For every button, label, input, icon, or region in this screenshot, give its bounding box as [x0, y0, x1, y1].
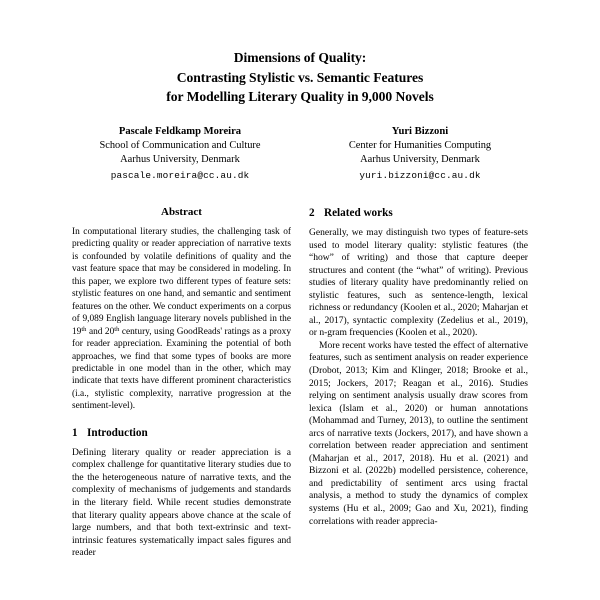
century-19-ordinal: th [81, 325, 87, 333]
related-works-paragraph-1: Generally, we may distinguish two types of feature-sets used to model literary quality: stylistic features (the “how” of writing) and those that capture deeper structures and content (the “what” of writing). Previous studies of literary quality have predominantly relied on stylistic features, such as sentence-length, lexical richness or redundancy (Koolen et al., 2020; Maharjan et al., 2017), syntactic complexity (Zedelius et al., 2019), or n-gram frequencies (Koolen et al., 2020). [309, 227, 528, 339]
left-column [72, 206, 291, 600]
abstract-body [72, 226, 291, 413]
century-20-ordinal: th [114, 325, 120, 333]
section-heading-introduction [72, 426, 291, 440]
section-number-1: 1 [72, 426, 78, 439]
related-works-paragraph-2: More recent works have tested the effect of alternative features, such as sentiment analysis on reader experience (Drobot, 2013; Kim and Klinger, 2018; Brooke et al., 2015; Jockers, 2017; Reagan et al., 2016). Studies relying on sentiment analysis usually draw scores from lexica (Islam et al., 2020) or human annotations (Mohammad and Turney, 2013), to outline the sentiment arcs of narrative texts (Jockers, 2017), and have shown a correlation between reader appreciation and sentiment (Maharjan et al., 2017, 2018). Hu et al. (2021) and Bizzoni et al. (2022b) modelled persistence, coherence, and predictability of sentiment arcs using fractal analysis, a method to study the dynamics of complex systems (Hu et al., 2009; Gao and Xu, 2021), finding correlations with reader apprecia- [309, 339, 528, 527]
abstract-heading: Abstract [161, 206, 202, 218]
author-2-affiliation-line1: Center for Humanities Computing [348, 139, 492, 151]
abstract-text-part-2: century, using GoodReads' ratings as a proxy for reader appreciation. Examining the potential of both approaches, we find that some types of books are more predictable in one model than in the other, which may indicate that texts have different prominent characteristics (i.a., stylistic complexity, narrative progression at the sentiment-level). [72, 326, 291, 412]
author-2-name: Yuri Bizzoni [391, 125, 449, 137]
section-title-related-works: Related works [324, 207, 393, 219]
author-2-email[interactable]: yuri.bizzoni@cc.au.dk [359, 170, 481, 182]
author-1-affiliation-line1: School of Communication and Culture [99, 139, 261, 151]
author-2-affiliation-line2: Aarhus University, Denmark [360, 153, 480, 165]
century-conjunction: and [86, 326, 105, 337]
body-columns [0, 206, 600, 600]
author-1-affiliation-line2: Aarhus University, Denmark [120, 153, 240, 165]
abstract-text-part-1: In computational literary studies, the challenging task of predicting quality or reader appreciation of narrative texts is confounded by volatile definitions of quality and the vast feature space that may be considered in modeling. In this paper, we explore two different types of feature sets: stylistic features on one hand, and semantic and sentiment features on the other. We conduct experiments on a corpus of 9,089 English language literary novels published in the [72, 227, 291, 325]
section-number-2: 2 [309, 207, 315, 219]
century-20: 20 [104, 326, 115, 337]
title-line-1: Dimensions of Quality: [233, 50, 367, 65]
author-block [0, 124, 600, 185]
title-line-3: for Modelling Literary Quality in 9,000 Novels [166, 89, 434, 104]
author-2 [300, 124, 540, 185]
century-19: 19 [72, 326, 82, 337]
abstract-paragraph [72, 226, 291, 413]
author-1-name: Pascale Feldkamp Moreira [118, 125, 242, 137]
right-column [309, 206, 528, 600]
introduction-paragraph: Defining literary quality or reader appreciation is a complex challenge for quantitative literary studies due to the the heterogeneous nature of narrative texts, and the complexity of mechanisms of judgements and standards in the literary field. While recent studies demonstrate that literary quality appears above chance at the scale of large numbers, and that both text-extrinsic and text-intrinsic features systematically impact sales figures and reader [72, 446, 291, 559]
paper-title [0, 0, 600, 107]
author-1 [60, 124, 300, 185]
section-heading-related-works [309, 206, 528, 220]
title-line-2: Contrasting Stylistic vs. Semantic Features [176, 69, 424, 85]
section-title-introduction: Introduction [87, 426, 148, 439]
author-1-email[interactable]: pascale.moreira@cc.au.dk [110, 170, 250, 182]
